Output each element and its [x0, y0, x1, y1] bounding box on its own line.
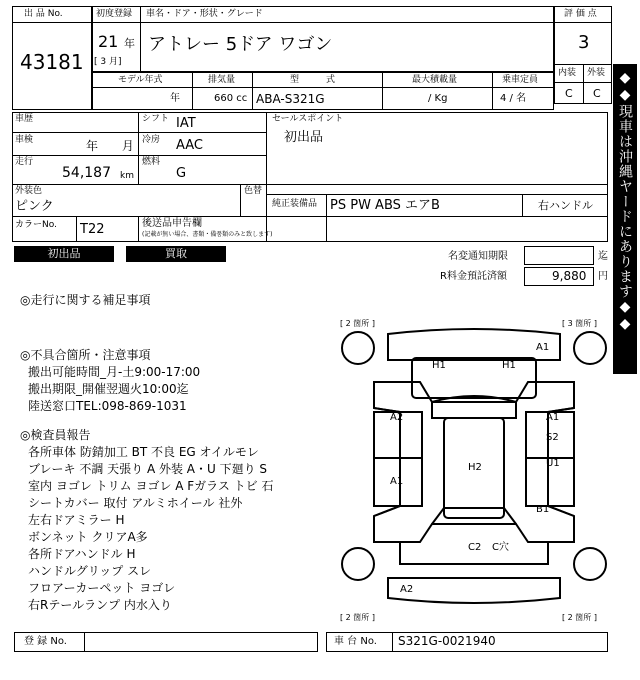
location-banner-text: ◆◆現車は沖縄ヤードにあります◆◆ — [617, 70, 633, 333]
inspector-line: 各所車体 防錆加工 BT 不良 EG オイルモレ — [28, 445, 259, 459]
first-reg-label: 初度登録 — [96, 9, 133, 19]
color-no-label: カラーNo. — [15, 220, 57, 230]
score-value: 3 — [578, 32, 590, 53]
left-side — [374, 408, 400, 516]
rear-bumper — [388, 578, 560, 603]
corner-bl-label: [ 2 箇所 ] — [340, 613, 375, 622]
defects-title: ◎不具合箇所・注意事項 — [20, 348, 151, 362]
max-load: / Kg — [428, 93, 448, 104]
genuine-equip-label: 純正装備品 — [272, 199, 318, 209]
sales-point-label: セールスポイント — [272, 114, 344, 124]
fuel-value: G — [176, 166, 187, 181]
corner-br-label: [ 2 箇所 ] — [562, 613, 597, 622]
aircon-value: AAC — [176, 138, 203, 153]
lot-label: 出 品 No. — [24, 9, 63, 19]
inspector-line: ボンネット クリアA多 — [28, 530, 148, 544]
inspector-line: 各所ドアハンドル H — [28, 547, 136, 561]
capacity: 4 / 名 — [500, 93, 527, 104]
remarks — [20, 292, 273, 614]
inspector-line: 左右ドアミラー H — [28, 513, 125, 527]
sales-point-value: 初出品 — [284, 130, 324, 145]
after-market-note: (記載が無い場合、書類・備품類のみと致します) — [142, 231, 273, 238]
aircon-label: 冷房 — [142, 135, 161, 145]
inspection-label: 車検 — [15, 135, 34, 145]
location-banner — [613, 64, 637, 374]
wheel-front-right — [574, 332, 606, 364]
chassis-number: S321G-0021940 — [398, 634, 496, 648]
inspector-line: ブレーキ 不調 天張り A 外装 A・U 下廻り S — [28, 462, 268, 476]
defect-line: 陸送窓口TEL:098-869-1031 — [28, 399, 187, 413]
mileage-value: 54,187 — [62, 165, 111, 181]
capacity-label: 乗車定員 — [502, 75, 539, 85]
inspector-title: ◎検査員報告 — [20, 428, 91, 442]
corner-tr-label: [ 3 箇所 ] — [562, 319, 597, 328]
interior-label: 内装 — [558, 68, 577, 78]
inspector-line: 右Rテールランプ 内水入り — [28, 598, 172, 612]
windshield — [432, 396, 516, 418]
inspector-line: ハンドルグリップ スレ — [28, 564, 152, 578]
color-change-label: 色替 — [244, 186, 263, 196]
wheel-rear-left — [342, 548, 374, 580]
damage-diagram — [336, 316, 612, 628]
model-type: ABA-S321G — [256, 92, 325, 106]
mark-a1-bumper: A1 — [536, 342, 550, 353]
name-change-field — [524, 246, 594, 265]
shift-label: シフト — [142, 114, 170, 124]
wheel-rear-right — [574, 548, 606, 580]
mark-a1-left-rear: A1 — [390, 476, 404, 487]
front-bumper — [388, 329, 560, 360]
mark-u1-right-door: U1 — [546, 458, 560, 469]
reg-year-unit: 年 — [124, 37, 135, 50]
mark-h1-right: H1 — [502, 360, 516, 371]
displacement-label: 排気量 — [208, 75, 236, 85]
fuel-label: 燃料 — [142, 157, 161, 167]
recycle-value: 9,880 — [552, 269, 587, 283]
mark-b1-right-rear: B1 — [536, 504, 550, 515]
exterior-label: 外装 — [587, 68, 606, 78]
shift-value: IAT — [176, 116, 196, 131]
lot-number: 43181 — [20, 50, 84, 74]
inspector-line: 室内 ヨゴレ トリム ヨゴレ A Fガラス トビ 石 — [28, 479, 274, 493]
ext-color-value: ピンク — [15, 199, 54, 214]
mileage-label: 走行 — [15, 157, 34, 167]
recycle-unit: 円 — [598, 271, 608, 282]
genuine-equip-value: PS PW ABS エアB — [330, 198, 440, 213]
model-year-label: モデル年式 — [118, 75, 163, 85]
mark-h2-roof: H2 — [468, 462, 482, 473]
score-label: 評 価 点 — [564, 9, 597, 19]
driving-notes-title: ◎走行に関する補足事項 — [20, 293, 151, 307]
interior-score: C — [565, 87, 573, 100]
chassis-label: 車 台 No. — [334, 636, 377, 647]
name-change-unit: 迄 — [598, 251, 608, 262]
hood — [412, 358, 536, 398]
type-label: 型 式 — [290, 75, 336, 85]
ext-color-label: 外装色 — [15, 186, 43, 196]
inspection-value: 年 月 — [86, 139, 134, 153]
mark-s2-right-door: S2 — [546, 432, 559, 443]
reg-no-label: 登 録 No. — [24, 636, 67, 647]
after-market-label: 後送品申告欄 — [142, 218, 202, 229]
reg-year: 21 — [98, 32, 119, 51]
defect-line: 搬出期限_開催翌週火10:00迄 — [28, 382, 189, 396]
defect-line: 搬出可能時間_月-土9:00-17:00 — [28, 365, 201, 379]
displacement: 660 cc — [214, 93, 248, 104]
name-change-label: 名変通知期限 — [448, 251, 508, 262]
mark-a2-left-door: A2 — [390, 412, 404, 423]
max-load-label: 最大積載量 — [412, 75, 458, 85]
wheel-front-left — [342, 332, 374, 364]
mileage-unit: km — [120, 171, 134, 181]
history-label: 車歴 — [15, 114, 34, 124]
mark-c-hole-gate: C穴 — [492, 542, 509, 553]
inspector-line: シートカバー 取付 アルミホイール 社外 — [28, 496, 243, 510]
model-year-unit: 年 — [170, 93, 180, 104]
exterior-score: C — [593, 87, 601, 100]
reg-month: [ 3 月] — [94, 57, 122, 67]
mark-h1-left: H1 — [432, 360, 446, 371]
first-listing-tag: 初出品 — [14, 246, 114, 262]
corner-tl-label: [ 2 箇所 ] — [340, 319, 375, 328]
steering-value: 右ハンドル — [538, 199, 593, 212]
mark-a2-rear-bumper: A2 — [400, 584, 414, 595]
purchase-tag: 買取 — [126, 246, 226, 262]
mark-a1-right-door: A1 — [546, 412, 560, 423]
car-name-label: 車名・ドア・形状・グレード — [146, 9, 263, 19]
car-name: アトレー 5ドア ワゴン — [148, 34, 333, 55]
inspector-line: フロアーカーペット ヨゴレ — [28, 581, 176, 595]
mark-c2-gate: C2 — [468, 542, 482, 553]
recycle-label: R料金預託済額 — [440, 271, 507, 282]
color-no-value: T22 — [80, 222, 105, 237]
